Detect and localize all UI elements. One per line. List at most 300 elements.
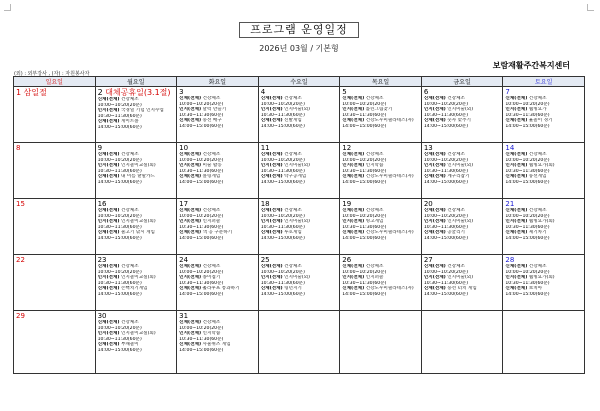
program-time-text: 10:30~11:30(60분)	[179, 112, 224, 118]
program-time-text: 14:00~15:00(60분)	[97, 235, 142, 241]
program-name: 인지놀이교실(외)	[120, 219, 156, 225]
program-category-tag: 신체(전체)	[342, 174, 365, 180]
program-category-tag: 신체(전체)	[342, 230, 365, 236]
program-category-tag: 인지(전체)	[179, 107, 202, 113]
program-time-text: 14:00~15:00(60분)	[97, 179, 142, 185]
program-time-text: 14:00~15:00(60분)	[505, 123, 550, 129]
program-name: 투호게임	[284, 230, 302, 236]
program-time-text: 10:00~10:20(20분)	[423, 213, 469, 219]
program-name: 풍선게임	[528, 174, 547, 180]
program-category-tag: 인지(전체)	[260, 163, 283, 169]
program-name: 인지미술(외)	[284, 163, 310, 169]
calendar-day-cell	[177, 143, 259, 199]
program-name: 건강체조	[284, 264, 302, 269]
program-time-text: 10:30~11:30(60분)	[97, 224, 142, 230]
weekday-header-friday: 금요일	[421, 77, 503, 87]
program-name: 인지미술(외)	[447, 107, 474, 113]
program-category-tag: 신체(전체)	[260, 174, 283, 180]
program-name: 웹빙요가(외)	[528, 219, 555, 225]
day-number: 1	[16, 88, 22, 97]
calendar-day-cell	[421, 143, 503, 199]
day-number: 12	[342, 144, 352, 152]
day-number: 16	[97, 200, 107, 208]
program-category-tag: 신체(전체)	[179, 342, 202, 348]
program-time-text: 14:00~15:00(60분)	[423, 291, 469, 297]
program-name: 건강체조	[528, 152, 547, 157]
program-category-tag: 신체(전체)	[505, 286, 528, 292]
program-name: 건강체조	[447, 264, 465, 269]
calendar-day-cell	[503, 87, 585, 143]
program-name: 건강체조	[365, 264, 384, 269]
program-category-tag: 신체(전체)	[97, 152, 120, 157]
program-name: 웹빙요가(외)	[528, 163, 555, 169]
program-time-text: 14:00~15:00(60분)	[342, 123, 387, 129]
program-time-text: 10:30~11:30(60분)	[97, 168, 142, 174]
program-category-tag: 인지(전체)	[505, 163, 528, 169]
program-name: 건강체조	[365, 208, 384, 213]
program-category-tag: 신체(전체)	[423, 230, 446, 236]
program-time-text: 10:30~11:30(60분)	[505, 112, 550, 118]
program-time	[261, 180, 338, 186]
program-category-tag: 인지(전체)	[179, 275, 202, 281]
program-name: 신발게임	[284, 118, 302, 124]
organization-name: 보람재활주간복지센터	[492, 61, 570, 70]
program-category-tag: 신체(전체)	[342, 286, 365, 292]
program-time	[98, 125, 175, 131]
day-number-line	[16, 88, 93, 97]
calendar-day-cell	[421, 199, 503, 255]
program-time-text: 10:00~10:20(20분)	[179, 101, 224, 107]
program-name: 내 이름 낱말카드	[120, 174, 155, 180]
program-name: 인지학습	[365, 163, 384, 169]
program-category-tag: 신체(전체)	[505, 96, 528, 101]
title-area	[4, 18, 594, 38]
day-number-line	[16, 200, 93, 208]
program-category-tag: 신체(전체)	[505, 264, 528, 269]
day-number-line	[98, 88, 175, 97]
program-time-text: 10:00~10:20(20분)	[423, 157, 469, 163]
program-name: 게이트볼	[120, 119, 139, 125]
day-number-line	[505, 144, 582, 152]
calendar-day-cell	[14, 87, 96, 143]
program-time-text: 10:30~11:30(60분)	[423, 280, 469, 286]
page-corner-mark	[4, 4, 11, 11]
program-time-text: 14:00~15:00(60분)	[179, 347, 224, 353]
calendar-day-cell	[503, 311, 585, 374]
calendar-day-cell	[340, 255, 422, 311]
program-category-tag: 신체(전체)	[260, 152, 283, 157]
program-category-tag: 신체(전체)	[179, 264, 202, 269]
program-category-tag: 인지(전체)	[342, 275, 365, 281]
calendar-day-cell	[14, 199, 96, 255]
program-category-tag: 신체(전체)	[179, 320, 202, 325]
program-time-text: 10:00~10:20(20분)	[342, 101, 387, 107]
calendar-day-cell	[258, 255, 340, 311]
day-number: 27	[423, 256, 433, 264]
program-name: 인지학습	[202, 331, 221, 337]
calendar-week-row	[14, 199, 585, 255]
program-time-text: 14:00~15:00(60분)	[97, 347, 142, 353]
program-time	[342, 180, 419, 186]
day-number: 28	[505, 256, 515, 264]
program-name: 건강체조	[528, 264, 547, 269]
program-time-text: 14:00~15:00(60분)	[505, 291, 550, 297]
day-number: 21	[505, 200, 515, 208]
day-number-line	[261, 256, 338, 264]
program-name: 인지미술(외)	[284, 219, 310, 225]
program-time-text: 10:00~10:20(20분)	[260, 269, 305, 275]
calendar-day-cell	[14, 255, 96, 311]
program-category-tag: 신체(전체)	[505, 208, 528, 213]
day-number: 18	[260, 200, 270, 208]
program-time-text: 14:00~15:00(60분)	[342, 179, 387, 185]
program-time	[342, 292, 419, 298]
program-time-text: 14:00~15:00(60분)	[260, 179, 305, 185]
program-category-tag: 신체(전체)	[179, 286, 202, 292]
program-time-text: 14:00~15:00(60분)	[97, 291, 142, 297]
program-name: 인지미술(외)	[284, 275, 310, 281]
day-number: 26	[342, 256, 352, 264]
program-name: 건강체조	[120, 264, 139, 269]
program-name: 인지놀이교실(외)	[120, 331, 156, 337]
program-time	[98, 292, 175, 298]
day-number-line	[98, 200, 175, 208]
program-name: 물고기 낚시 게임	[120, 230, 155, 236]
day-number: 3	[179, 88, 184, 96]
program-time-text: 10:30~11:30(60분)	[97, 113, 142, 119]
program-name: 건강체조	[120, 320, 139, 325]
program-time	[505, 236, 582, 242]
day-number-line	[424, 88, 501, 96]
day-number-line	[98, 312, 175, 320]
program-name: 숫자 맞추기	[447, 118, 471, 124]
program-name: 건강도우미필라테스(자)	[365, 230, 414, 236]
program-time-text: 10:30~11:30(60분)	[97, 280, 142, 286]
program-category-tag: 인지(전체)	[97, 275, 120, 281]
program-name: 건강체조	[284, 152, 302, 157]
day-number: 23	[97, 256, 107, 264]
program-name: 보치아	[528, 286, 543, 292]
day-number-line	[505, 256, 582, 264]
program-name: 건강체조	[365, 152, 384, 157]
program-name: 건강체조	[284, 208, 302, 213]
program-time-text: 10:00~10:20(20분)	[97, 157, 142, 163]
program-time-text: 10:30~11:30(60분)	[342, 112, 387, 118]
program-category-tag: 인지(전체)	[179, 331, 202, 337]
program-category-tag: 신체(전체)	[179, 152, 202, 157]
program-time-text: 10:00~10:20(20분)	[342, 269, 387, 275]
calendar-day-cell	[258, 199, 340, 255]
calendar-day-cell	[177, 311, 259, 374]
program-time-text: 10:00~10:20(20분)	[97, 213, 142, 219]
weekday-header-wednesday: 수요일	[258, 77, 340, 87]
program-name: 건강체조	[365, 96, 384, 101]
program-name: 색 공 구분하기	[202, 230, 233, 236]
program-name: 계구리잡기	[447, 174, 470, 180]
day-number: 24	[179, 256, 189, 264]
program-category-tag: 인지(전체)	[97, 163, 120, 169]
program-category-tag: 신체(전체)	[423, 208, 446, 213]
day-number-line	[342, 144, 419, 152]
weekday-header-thursday: 목요일	[340, 77, 422, 87]
day-number: 14	[505, 144, 515, 152]
program-category-tag: 신체(전체)	[423, 264, 446, 269]
program-time-text: 10:30~11:30(60분)	[505, 280, 550, 286]
holiday-label: 삼일절	[23, 88, 47, 97]
calendar-day-cell	[14, 311, 96, 374]
program-name: 건강도우미필라테스(자)	[365, 174, 414, 180]
program-time	[424, 180, 501, 186]
calendar-day-cell	[95, 87, 177, 143]
day-number: 30	[97, 312, 107, 320]
program-time-text: 10:00~10:20(20분)	[505, 157, 550, 163]
program-category-tag: 신체(전체)	[342, 118, 365, 124]
program-time	[424, 292, 501, 298]
program-category-tag: 인지(전체)	[423, 107, 446, 113]
program-time-text: 14:00~15:00(60분)	[423, 123, 469, 129]
calendar-week-row	[14, 143, 585, 199]
program-time-text: 14:00~15:00(60분)	[260, 291, 305, 297]
day-number: 11	[260, 144, 270, 152]
calendar-day-cell	[421, 311, 503, 374]
program-category-tag: 인지(전체)	[97, 331, 120, 337]
calendar-day-cell	[421, 87, 503, 143]
day-number: 13	[423, 144, 433, 152]
calendar-day-cell	[340, 311, 422, 374]
program-name: 건강체조	[447, 152, 465, 157]
program-name: 건강체조	[447, 208, 465, 213]
program-time-text: 14:00~15:00(60분)	[260, 123, 305, 129]
program-time	[261, 292, 338, 298]
day-number-line	[261, 200, 338, 208]
weekday-header-sunday: 일요일	[14, 77, 96, 87]
program-category-tag: 인지(전체)	[505, 275, 528, 281]
program-category-tag: 인지(전체)	[260, 219, 283, 225]
calendar-day-cell	[177, 199, 259, 255]
program-category-tag: 신체(전체)	[260, 96, 283, 101]
program-category-tag: 신체(전체)	[423, 118, 446, 124]
program-name: 윷놀이 경기	[528, 118, 553, 124]
calendar-day-cell	[95, 199, 177, 255]
program-category-tag: 인지(전체)	[179, 163, 202, 169]
program-category-tag: 인지(전체)	[342, 219, 365, 225]
program-category-tag: 신체(전체)	[179, 118, 202, 124]
calendar-week-row	[14, 255, 585, 311]
day-number-line	[179, 88, 256, 96]
day-number: 5	[342, 88, 347, 96]
program-time	[424, 124, 501, 130]
program-name: 풍선 배구	[202, 118, 222, 124]
program-time-text: 14:00~15:00(60분)	[97, 124, 142, 130]
day-number-line	[179, 144, 256, 152]
program-time-text: 10:00~10:20(20분)	[97, 102, 142, 108]
program-category-tag: 신체(전체)	[97, 264, 120, 269]
program-time-text: 10:30~11:30(60분)	[342, 224, 387, 230]
day-number: 19	[342, 200, 352, 208]
program-category-tag: 신체(전체)	[505, 230, 528, 236]
program-category-tag: 인지(전체)	[97, 108, 120, 114]
program-name: 풍선 터치 게임	[447, 286, 477, 292]
program-name: 건강체조	[202, 96, 221, 101]
program-category-tag: 신체(전체)	[342, 208, 365, 213]
day-number-line	[16, 256, 93, 264]
program-name: 건강체조	[202, 152, 221, 157]
program-category-tag: 인지(전체)	[260, 275, 283, 281]
program-name: 건강체조	[528, 96, 547, 101]
page-corner-mark	[587, 4, 594, 11]
program-category-tag: 신체(전체)	[97, 230, 120, 236]
program-time-text: 10:30~11:30(60분)	[423, 112, 469, 118]
calendar-day-cell	[340, 87, 422, 143]
calendar-day-cell	[503, 143, 585, 199]
day-number: 10	[179, 144, 189, 152]
program-name: 인지미술(외)	[447, 275, 474, 281]
program-time-text: 10:00~10:20(20분)	[505, 213, 550, 219]
program-category-tag: 신체(전체)	[97, 119, 120, 125]
calendar-day-cell	[177, 87, 259, 143]
day-number-line	[342, 200, 419, 208]
program-name: 인지놀이교실(외)	[120, 275, 156, 281]
day-number: 2	[97, 88, 103, 97]
day-number: 20	[423, 200, 433, 208]
program-name: 건강체조	[528, 208, 547, 213]
program-name: 사물퀴즈 게임	[202, 342, 231, 348]
program-category-tag: 신체(전체)	[179, 96, 202, 101]
program-category-tag: 신체(전체)	[260, 118, 283, 124]
program-time-text: 14:00~15:00(60분)	[260, 235, 305, 241]
program-name: 국경일 기념 인지수업	[120, 108, 164, 114]
program-time	[98, 348, 175, 354]
calendar-week-row	[14, 87, 585, 143]
program-time-text: 10:30~11:30(60분)	[342, 280, 387, 286]
program-category-tag: 신체(전체)	[97, 320, 120, 325]
weekday-header-row	[14, 77, 585, 87]
page-subtitle: 2026년 03월 / 기본형	[259, 44, 339, 53]
program-time-text: 10:30~11:30(60분)	[505, 168, 550, 174]
program-time-text: 10:30~11:30(60분)	[260, 224, 305, 230]
program-category-tag: 인지(전체)	[423, 275, 446, 281]
calendar-table	[13, 76, 585, 374]
program-category-tag: 신체(전체)	[342, 264, 365, 269]
day-number-line	[424, 256, 501, 264]
program-time-text: 10:30~11:30(60분)	[97, 336, 142, 342]
program-name: 웹빙요가(외)	[528, 275, 555, 281]
day-number-line	[424, 144, 501, 152]
program-time-text: 10:00~10:20(20분)	[179, 269, 224, 275]
program-category-tag: 신체(전체)	[260, 264, 283, 269]
program-name: 공굴리기	[447, 230, 465, 236]
program-name: 틀린그림찾기	[365, 107, 393, 113]
program-category-tag: 신체(전체)	[342, 152, 365, 157]
day-number: 8	[16, 144, 21, 152]
program-name: 탁구공게임	[284, 174, 307, 180]
program-name: 미술 활동	[202, 163, 222, 169]
program-time-text: 10:00~10:20(20분)	[179, 325, 224, 331]
program-time-text: 10:00~10:20(20분)	[179, 213, 224, 219]
program-name: 인지퍼즐	[202, 219, 221, 225]
day-number: 15	[16, 200, 25, 208]
program-time	[505, 124, 582, 130]
program-category-tag: 신체(전체)	[505, 152, 528, 157]
program-name: 건강체조	[202, 320, 221, 325]
day-number: 6	[423, 88, 429, 96]
program-time	[261, 236, 338, 242]
program-time-text: 10:30~11:30(60분)	[260, 112, 305, 118]
program-category-tag: 인지(전체)	[423, 163, 446, 169]
program-time-text: 14:00~15:00(60분)	[423, 179, 469, 185]
program-category-tag: 신체(전체)	[342, 96, 365, 101]
day-number-line	[261, 88, 338, 96]
day-number-line	[424, 200, 501, 208]
program-name: 부채놀이	[120, 342, 139, 348]
program-name: 인지놀이교실(외)	[120, 163, 156, 169]
program-time-text: 10:00~10:20(20분)	[260, 213, 305, 219]
calendar-day-cell	[503, 255, 585, 311]
program-time-text: 10:30~11:30(60분)	[179, 336, 224, 342]
day-number-line	[98, 144, 175, 152]
program-name: 건강체조	[202, 208, 221, 213]
program-time	[505, 292, 582, 298]
program-category-tag: 신체(전체)	[423, 96, 446, 101]
program-category-tag: 인지(전체)	[342, 107, 365, 113]
program-time-text: 14:00~15:00(60분)	[423, 235, 469, 241]
program-time-text: 10:00~10:20(20분)	[97, 325, 142, 331]
program-time-text: 14:00~15:00(60분)	[179, 123, 224, 129]
program-name: 링던지기	[284, 286, 302, 292]
program-time-text: 10:30~11:30(60분)	[423, 168, 469, 174]
program-name: 건강체조	[120, 152, 139, 157]
program-time	[179, 124, 256, 130]
program-category-tag: 신체(전체)	[179, 174, 202, 180]
program-time-text: 10:00~10:20(20분)	[423, 269, 469, 275]
program-time	[179, 292, 256, 298]
calendar-day-cell	[421, 255, 503, 311]
calendar-day-cell	[503, 199, 585, 255]
program-name: 빙고게임	[365, 219, 384, 225]
program-name: 인지미술(외)	[447, 219, 474, 225]
day-number: 17	[179, 200, 189, 208]
program-category-tag: 인지(전체)	[423, 219, 446, 225]
program-time-text: 14:00~15:00(60분)	[342, 291, 387, 297]
program-category-tag: 신체(전체)	[505, 174, 528, 180]
program-time-text: 10:30~11:30(60분)	[179, 280, 224, 286]
program-category-tag: 신체(전체)	[423, 174, 446, 180]
program-category-tag: 신체(전체)	[423, 152, 446, 157]
document-page	[4, 4, 594, 407]
day-number-line	[261, 144, 338, 152]
program-time-text: 14:00~15:00(60분)	[179, 179, 224, 185]
program-time	[342, 124, 419, 130]
day-number-line	[342, 256, 419, 264]
program-category-tag: 신체(전체)	[179, 208, 202, 213]
program-time-text: 10:30~11:30(60분)	[260, 168, 305, 174]
program-name: 볼링게임	[202, 174, 221, 180]
program-category-tag: 신체(전체)	[97, 342, 120, 348]
program-category-tag: 인지(전체)	[97, 219, 120, 225]
program-time-text: 10:00~10:20(20분)	[505, 101, 550, 107]
program-name: 웹빙요가	[528, 107, 547, 113]
program-time	[261, 124, 338, 130]
calendar-day-cell	[177, 255, 259, 311]
day-number-line	[505, 88, 582, 96]
day-number: 9	[97, 144, 103, 152]
program-time-text: 10:30~11:30(60분)	[423, 224, 469, 230]
program-time-text: 10:00~10:20(20분)	[97, 269, 142, 275]
weekday-header-monday: 월요일	[95, 77, 177, 87]
program-name: 건강체조	[447, 96, 465, 101]
program-time-text: 10:30~11:30(60분)	[179, 224, 224, 230]
program-time-text: 10:00~10:20(20분)	[505, 269, 550, 275]
